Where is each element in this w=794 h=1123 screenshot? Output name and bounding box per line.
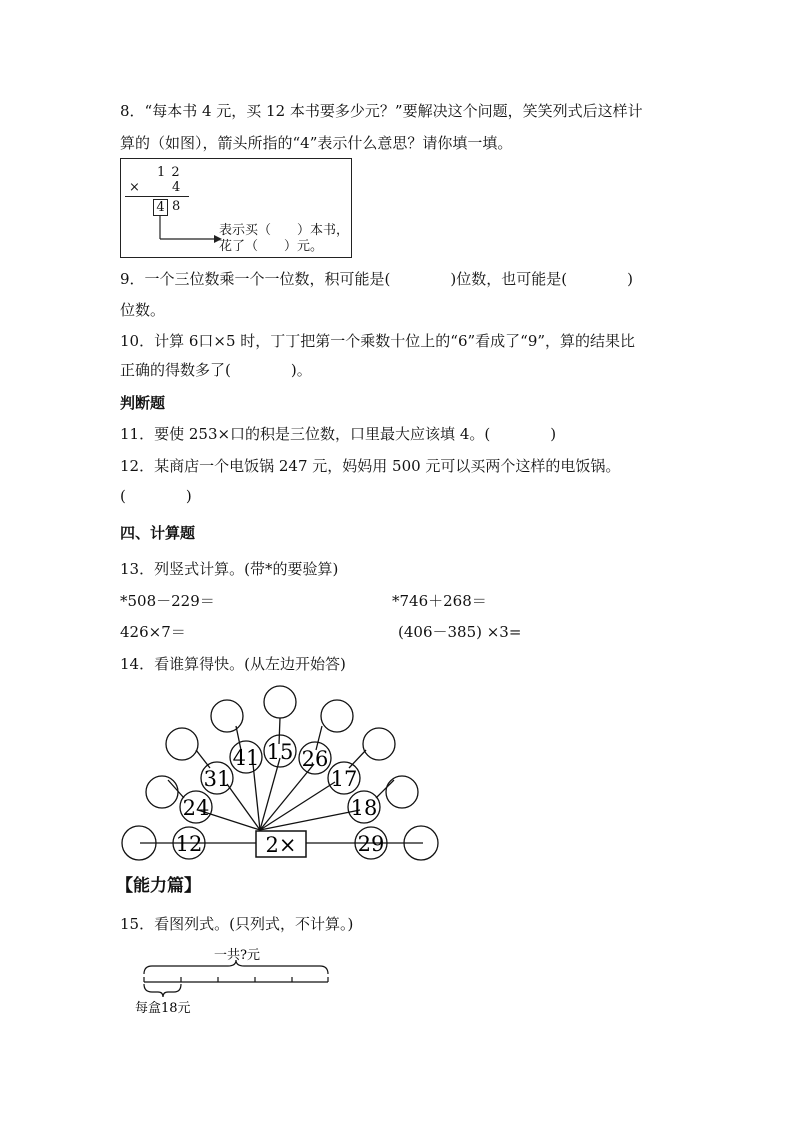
q10-line1: 10．计算 6口×5 时，丁丁把第一个乘数十位上的“6”看成了“9”，算的结果比 — [120, 332, 636, 350]
fan-diagram — [110, 680, 450, 865]
arrow-note-1: 表示买（ ）本书， — [219, 223, 350, 238]
multiplicand: 1 2 — [157, 165, 181, 180]
center-label: 2× — [265, 833, 297, 857]
q8-line2: 算的（如图），箭头所指的“4”表示什么意思？请你填一填。 — [120, 134, 513, 152]
result-digit: 8 — [172, 199, 181, 214]
q9-line2: 位数。 — [120, 301, 166, 319]
q13-title: 13．列竖式计算。(带*的要验算) — [120, 560, 339, 578]
section-ability: 【能力篇】 — [116, 876, 201, 896]
q10-line2: 正确的得数多了( )。 — [120, 361, 312, 379]
multiplication-figure — [120, 158, 352, 258]
section-calc: 四、计算题 — [120, 524, 196, 542]
q12-line1: 12．某商店一个电饭锅 247 元，妈妈用 500 元可以买两个这样的电饭锅。 — [120, 457, 621, 475]
q13-c: 426×7＝ — [120, 623, 186, 641]
num-12: 12 — [175, 832, 203, 856]
section-judge: 判断题 — [120, 394, 166, 412]
multiplier: 4 — [172, 180, 181, 195]
q12-line2: ( ) — [120, 487, 192, 505]
bar-diagram — [132, 942, 342, 1022]
each-label: 每盒18元 — [135, 1001, 191, 1016]
num-24: 24 — [182, 796, 210, 820]
q13-a: *508－229＝ — [120, 592, 215, 610]
num-15: 15 — [266, 740, 294, 764]
q13-d: (406－385) ×3= — [398, 623, 522, 641]
q9-line1: 9．一个三位数乘一个一位数，积可能是( )位数，也可能是( ) — [120, 270, 633, 288]
q8-line1: 8．“每本书 4 元，买 12 本书要多少元？”要解决这个问题，笑笑列式后这样计 — [120, 102, 643, 120]
arrow-note-2: 花了（ ）元。 — [219, 239, 324, 254]
num-41: 41 — [232, 746, 260, 770]
q15-title: 15．看图列式。(只列式，不计算。) — [120, 915, 354, 933]
total-label: 一共?元 — [214, 948, 260, 963]
q13-b: *746＋268＝ — [392, 592, 487, 610]
num-31: 31 — [203, 767, 231, 791]
num-17: 17 — [330, 767, 358, 791]
num-29: 29 — [357, 832, 385, 856]
q14-title: 14．看谁算得快。(从左边开始答) — [120, 655, 346, 673]
times-sign: × — [129, 180, 140, 195]
num-26: 26 — [301, 747, 329, 771]
num-18: 18 — [350, 796, 378, 820]
q11: 11．要使 253×口的积是三位数，口里最大应该填 4。( ) — [120, 425, 557, 443]
boxed-digit: 4 — [153, 199, 168, 216]
